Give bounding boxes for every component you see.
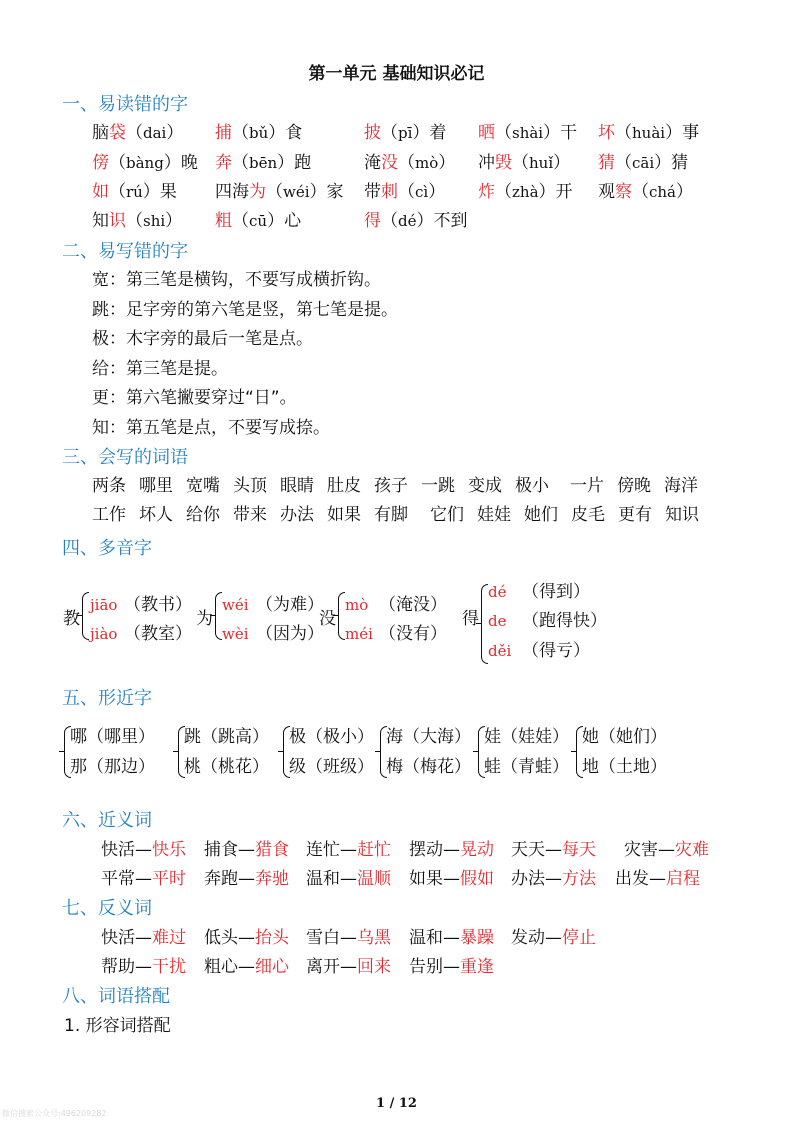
similar-char: 级（班级） [289, 757, 374, 777]
antonym-pair [511, 930, 596, 947]
section-heading-collocation: 八、词语搭配 [62, 986, 170, 1007]
pinyin: dé [488, 583, 507, 601]
char-plain: 冲 [478, 153, 495, 173]
dash: — [443, 869, 460, 889]
word-pair-answer: 细心 [255, 957, 289, 977]
word-pair-answer: 快乐 [152, 840, 186, 860]
word-item: 哪里 [139, 476, 173, 496]
similar-char: 梅（梅花） [386, 757, 471, 777]
polyphone-reading [488, 643, 590, 660]
similar-char: 极（极小） [289, 727, 374, 747]
pinyin: dé [398, 212, 417, 230]
paren-open: （ [232, 153, 249, 173]
paren-open: （ [126, 123, 143, 143]
word-pair-answer: 猎食 [255, 840, 289, 860]
misread-item [215, 155, 311, 172]
misread-item [215, 184, 344, 201]
pinyin: wéi [283, 183, 310, 201]
antonym-pair [204, 930, 289, 947]
word: 灾害 [624, 840, 658, 860]
char-highlight: 坏 [598, 123, 615, 143]
brace-icon [82, 592, 89, 640]
dash: — [340, 957, 357, 977]
pinyin: děi [488, 642, 512, 660]
miswrite-item: 极：木字旁的最后一笔是点。 [92, 329, 313, 349]
word: 出发 [615, 869, 649, 889]
antonym-pair [306, 959, 391, 976]
similar-char: 跳（跳高） [184, 727, 269, 747]
pinyin: bǔ [249, 124, 269, 142]
char-plain: 四海 [215, 182, 249, 202]
example-word: （跑得快） [522, 611, 607, 631]
similar-char: 海（大海） [386, 727, 471, 747]
char-highlight: 如 [92, 182, 109, 202]
word: 连忙 [306, 840, 340, 860]
similar-char: 娃（娃娃） [484, 727, 569, 747]
polyphone-char: 没 [319, 609, 336, 629]
example-word: （淹没） [379, 595, 447, 615]
misread-item [92, 184, 177, 201]
word-item: 海洋 [664, 476, 698, 496]
dash: — [135, 957, 152, 977]
example-word: （为难） [256, 595, 324, 615]
word: 温和 [409, 928, 443, 948]
pinyin: huǐ [529, 154, 554, 172]
polyphone-reading [90, 626, 192, 643]
page-title: 第一单元 基础知识必记 [308, 64, 485, 84]
paren-open: （ [266, 182, 283, 202]
word: 告别 [409, 957, 443, 977]
word-pair-answer: 奔驰 [255, 869, 289, 889]
char-plain: 事 [682, 123, 700, 143]
brace-icon [338, 592, 345, 640]
similar-char: 桃（桃花） [184, 757, 269, 777]
pinyin: mò [415, 154, 439, 172]
paren-close: ） [267, 211, 285, 231]
word: 办法 [511, 869, 545, 889]
char-highlight: 披 [364, 123, 381, 143]
paren-open: （ [232, 211, 249, 231]
word-item: 极小 [515, 476, 549, 496]
char-plain: 脑 [92, 123, 109, 143]
paren-open: （ [495, 123, 512, 143]
miswrite-item: 宽：第三笔是横钩，不要写成横折钩。 [92, 270, 381, 290]
watermark: 微信搜索公众号:496209282 [2, 1109, 107, 1118]
char-plain: 心 [284, 211, 302, 231]
char-plain: 晚 [180, 153, 198, 173]
char-highlight: 袋 [109, 123, 126, 143]
pinyin: wèi [222, 625, 249, 643]
word-pair-answer: 平时 [152, 869, 186, 889]
char-highlight: 捕 [215, 123, 232, 143]
paren-open: （ [632, 182, 649, 202]
paren-open: （ [109, 153, 126, 173]
word: 离开 [306, 957, 340, 977]
paren-close: ） [142, 182, 160, 202]
word-pair-answer: 启程 [666, 869, 700, 889]
section-heading-similar: 五、形近字 [62, 688, 152, 709]
pinyin: mò [345, 596, 369, 614]
antonym-pair [306, 930, 391, 947]
paren-open: （ [381, 211, 398, 231]
polyphone-char: 得 [462, 609, 479, 629]
dash: — [135, 869, 152, 889]
paren-open: （ [232, 123, 249, 143]
misread-item [598, 125, 699, 142]
dash: — [238, 840, 255, 860]
paren-close: ） [428, 182, 446, 202]
antonym-pair [409, 930, 494, 947]
example-word: （教室） [124, 624, 192, 644]
similar-char: 那（那边） [70, 757, 155, 777]
pinyin: méi [345, 625, 373, 643]
char-highlight: 炸 [478, 182, 495, 202]
char-plain: 观 [598, 182, 615, 202]
synonym-pair [511, 871, 596, 888]
word-item: 给你 [186, 505, 220, 525]
example-word: （因为） [256, 624, 324, 644]
paren-open: （ [512, 153, 529, 173]
misread-item [92, 155, 198, 172]
char-plain: 干 [560, 123, 578, 143]
collocation-subheading: 1. 形容词搭配 [64, 1016, 171, 1036]
polyphone-reading [488, 584, 590, 601]
word: 摆动 [409, 840, 443, 860]
pinyin: cū [249, 212, 268, 230]
synonym-pair [615, 871, 700, 888]
char-highlight: 为 [249, 182, 266, 202]
word: 粗心 [204, 957, 238, 977]
misread-item [478, 184, 573, 201]
polyphone-char: 为 [196, 609, 213, 629]
paren-open: （ [398, 153, 415, 173]
misread-item [598, 155, 688, 172]
synonym-pair [511, 842, 596, 859]
word-item: 更有 [618, 505, 652, 525]
paren-close: ） [412, 123, 430, 143]
char-highlight: 没 [381, 153, 398, 173]
synonym-pair [306, 842, 391, 859]
dash: — [135, 928, 152, 948]
word: 如果 [409, 869, 443, 889]
polyphone-reading [345, 597, 447, 614]
word-item: 娃娃 [477, 505, 511, 525]
word-pair-answer: 抬头 [255, 928, 289, 948]
char-plain: 不到 [433, 211, 468, 231]
synonym-pair [306, 871, 391, 888]
dash: — [135, 840, 152, 860]
word-pair-answer: 赶忙 [357, 840, 391, 860]
word-item: 肚皮 [327, 476, 361, 496]
synonym-pair [101, 842, 186, 859]
misread-item [364, 125, 446, 142]
dash: — [658, 840, 675, 860]
char-highlight: 刺 [381, 182, 398, 202]
synonym-pair [624, 842, 709, 859]
word-item: 坏人 [139, 505, 173, 525]
char-highlight: 察 [615, 182, 632, 202]
similar-char: 哪（哪里） [70, 727, 155, 747]
pinyin: chá [649, 183, 677, 201]
brace-icon [215, 592, 222, 640]
section-heading-misread: 一、易读错的字 [62, 94, 188, 115]
section-heading-words: 三、会写的词语 [62, 447, 188, 468]
word: 低头 [204, 928, 238, 948]
pinyin: pī [398, 124, 413, 142]
brace-icon [481, 584, 488, 664]
dash: — [238, 928, 255, 948]
example-word: （教书） [124, 595, 192, 615]
char-plain: 知 [92, 211, 109, 231]
dash: — [545, 869, 562, 889]
word: 快活 [101, 928, 135, 948]
dash: — [443, 928, 460, 948]
dash: — [340, 869, 357, 889]
char-highlight: 猜 [598, 153, 615, 173]
dash: — [238, 869, 255, 889]
word-pair-answer: 假如 [460, 869, 494, 889]
paren-close: ） [553, 153, 571, 173]
paren-close: ） [163, 153, 181, 173]
dash: — [545, 840, 562, 860]
miswrite-item: 给：第三笔是提。 [92, 359, 228, 379]
word-item: 有脚 [374, 505, 408, 525]
char-highlight: 奔 [215, 153, 232, 173]
word-pair-answer: 暴躁 [460, 928, 494, 948]
pinyin: bàng [126, 154, 164, 172]
dash: — [238, 957, 255, 977]
miswrite-item: 跳：足字旁的第六笔是竖，第七笔是提。 [92, 300, 398, 320]
word-item: 带来 [233, 505, 267, 525]
paren-open: （ [381, 123, 398, 143]
word-item: 她们 [524, 505, 558, 525]
synonym-pair [101, 871, 186, 888]
dash: — [649, 869, 666, 889]
char-highlight: 傍 [92, 153, 109, 173]
misread-item [215, 125, 302, 142]
example-word: （没有） [379, 624, 447, 644]
paren-close: ） [166, 123, 184, 143]
word-item: 知识 [665, 505, 699, 525]
char-highlight: 识 [109, 211, 126, 231]
char-plain: 开 [555, 182, 573, 202]
paren-close: ） [665, 123, 683, 143]
pinyin: shài [512, 124, 544, 142]
misread-item [215, 213, 301, 230]
word-item: 工作 [92, 505, 126, 525]
word: 天天 [511, 840, 545, 860]
antonym-pair [204, 959, 289, 976]
char-plain: 带 [364, 182, 381, 202]
section-heading-synonyms: 六、近义词 [62, 810, 152, 831]
word-item: 变成 [468, 476, 502, 496]
synonym-pair [204, 871, 289, 888]
paren-close: ） [165, 211, 183, 231]
word-item: 如果 [327, 505, 361, 525]
word-pair-answer: 每天 [562, 840, 596, 860]
polyphone-reading [222, 597, 324, 614]
polyphone-char: 教 [63, 609, 80, 629]
paren-close: ） [538, 182, 556, 202]
paren-open: （ [398, 182, 415, 202]
misread-item [364, 184, 445, 201]
word-item: 它们 [430, 505, 464, 525]
word-pair-answer: 方法 [562, 869, 596, 889]
word-item: 宽嘴 [186, 476, 220, 496]
polyphone-reading [345, 626, 447, 643]
misread-item [478, 125, 577, 142]
paren-close: ） [676, 182, 694, 202]
word-pair-answer: 灾难 [675, 840, 709, 860]
section-heading-polyphones: 四、多音字 [62, 538, 152, 559]
polyphone-reading [90, 597, 192, 614]
paren-close: ） [654, 153, 672, 173]
misread-item [92, 125, 183, 142]
word-pair-answer: 重逢 [460, 957, 494, 977]
word-pair-answer: 晃动 [460, 840, 494, 860]
paren-close: ） [543, 123, 561, 143]
word: 发动 [511, 928, 545, 948]
word-pair-answer: 回来 [357, 957, 391, 977]
pinyin: cāi [632, 154, 655, 172]
char-plain: 果 [159, 182, 177, 202]
synonym-pair [409, 871, 494, 888]
pinyin: bēn [249, 154, 278, 172]
pinyin: wéi [222, 596, 249, 614]
word-pair-answer: 乌黑 [357, 928, 391, 948]
word: 雪白 [306, 928, 340, 948]
pinyin: jiāo [90, 596, 118, 614]
similar-char: 蛙（青蛙） [484, 757, 569, 777]
antonym-pair [101, 930, 186, 947]
paren-open: （ [615, 123, 632, 143]
paren-close: ） [277, 153, 295, 173]
miswrite-item: 知：第五笔是点，不要写成捺。 [92, 418, 330, 438]
misread-item [598, 184, 693, 201]
word: 捕食 [204, 840, 238, 860]
dash: — [340, 840, 357, 860]
word: 帮助 [101, 957, 135, 977]
char-plain: 猜 [671, 153, 689, 173]
antonym-pair [101, 959, 186, 976]
misread-item [364, 155, 455, 172]
word: 快活 [101, 840, 135, 860]
dash: — [340, 928, 357, 948]
char-plain: 跑 [294, 153, 312, 173]
pinyin: jiào [90, 625, 118, 643]
polyphone-reading [222, 626, 324, 643]
synonym-pair [409, 842, 494, 859]
word-item: 一片 [570, 476, 604, 496]
synonym-pair [204, 842, 289, 859]
misread-item [92, 213, 182, 230]
word-pair-answer: 难过 [152, 928, 186, 948]
word: 温和 [306, 869, 340, 889]
paren-close: ） [268, 123, 286, 143]
char-plain: 食 [285, 123, 303, 143]
paren-close: ） [438, 153, 456, 173]
misread-item [364, 213, 467, 230]
pinyin: shi [143, 212, 166, 230]
dash: — [545, 928, 562, 948]
char-plain: 淹 [364, 153, 381, 173]
dash: — [443, 840, 460, 860]
paren-open: （ [495, 182, 512, 202]
section-heading-miswrite: 二、易写错的字 [62, 241, 188, 262]
word-item: 头顶 [233, 476, 267, 496]
word-item: 一跳 [421, 476, 455, 496]
char-plain: 着 [429, 123, 447, 143]
pinyin: cì [415, 183, 429, 201]
char-highlight: 毁 [495, 153, 512, 173]
dash: — [443, 957, 460, 977]
pinyin: huài [632, 124, 666, 142]
word-pair-answer: 干扰 [152, 957, 186, 977]
word-pair-answer: 温顺 [357, 869, 391, 889]
char-plain: 家 [326, 182, 344, 202]
pinyin: de [488, 612, 507, 630]
char-highlight: 粗 [215, 211, 232, 231]
word-pair-answer: 停止 [562, 928, 596, 948]
miswrite-item: 更：第六笔撇要穿过“日”。 [92, 388, 297, 408]
pinyin: rú [126, 183, 143, 201]
pinyin: zhà [512, 183, 539, 201]
word-item: 孩子 [374, 476, 408, 496]
example-word: （得到） [522, 582, 590, 602]
example-word: （得亏） [522, 641, 590, 661]
page-number: 1 / 12 [376, 1096, 417, 1111]
paren-open: （ [126, 211, 143, 231]
similar-char: 她（她们） [582, 727, 667, 747]
word-item: 傍晚 [617, 476, 651, 496]
word-item: 眼睛 [280, 476, 314, 496]
antonym-pair [409, 959, 494, 976]
paren-close: ） [416, 211, 434, 231]
paren-open: （ [615, 153, 632, 173]
paren-open: （ [109, 182, 126, 202]
word-item: 两条 [92, 476, 126, 496]
paren-close: ） [309, 182, 327, 202]
section-heading-antonyms: 七、反义词 [62, 898, 152, 919]
word-item: 皮毛 [571, 505, 605, 525]
word-item: 办法 [280, 505, 314, 525]
word: 奔跑 [204, 869, 238, 889]
pinyin: dai [143, 124, 167, 142]
similar-char: 地（土地） [582, 757, 667, 777]
misread-item [478, 155, 570, 172]
char-highlight: 得 [364, 211, 381, 231]
char-highlight: 晒 [478, 123, 495, 143]
word: 平常 [101, 869, 135, 889]
polyphone-reading [488, 613, 607, 630]
